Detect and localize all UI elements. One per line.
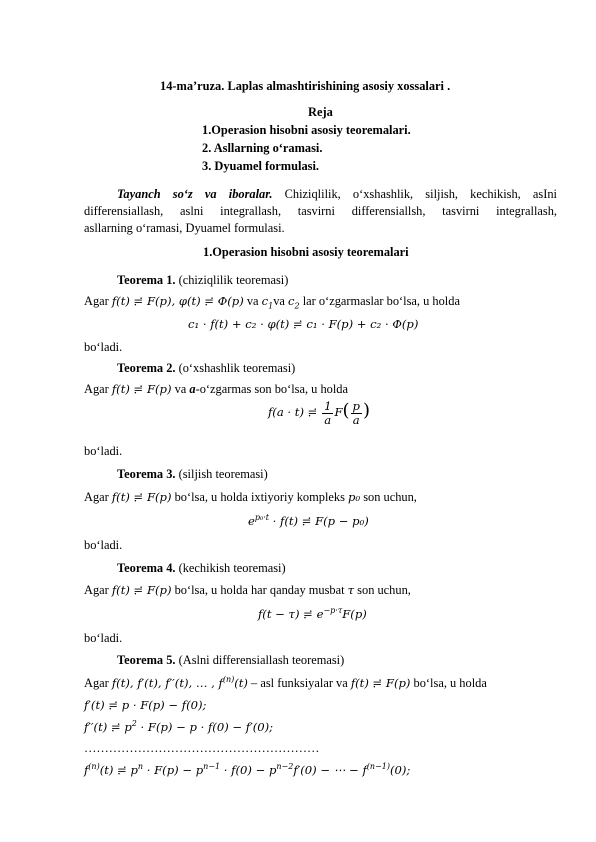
text: bo‘lsa, u holda — [410, 676, 487, 690]
text: -o‘zgarmas son bo‘lsa, u holda — [195, 382, 348, 396]
equation-line: f′(t) ≓ p · F(p) − f(0); — [84, 698, 207, 712]
formula: f(t) ≓ F(p) — [111, 490, 172, 504]
text: Agar — [84, 382, 112, 396]
theorem-desc: (siljish teoremasi) — [175, 467, 268, 481]
formula-mid: F — [334, 405, 343, 419]
ending-text: bo‘ladi. — [84, 340, 123, 354]
theorem-condition — [84, 293, 460, 309]
text: Agar — [84, 490, 112, 504]
constant: τ — [347, 583, 355, 597]
ending-text: bo‘ladi. — [84, 538, 123, 552]
theorem-condition — [84, 582, 411, 598]
text: son uchun, — [354, 583, 411, 597]
ellipsis-line: ………………………………………………… — [84, 741, 320, 755]
formula: f(t) ≓ F(p), φ(t) ≓ Φ(p) — [111, 294, 244, 308]
formula: f(t) ≓ F(p) — [350, 676, 411, 690]
text: bo‘lsa, u holda ixtiyoriy kompleks — [171, 490, 349, 504]
keywords-text: Chiziqlilik, o‘xshashlik, siljish, kechikish, asIni — [272, 187, 558, 201]
plan-item: 2. Asllarning o‘ramasi. — [202, 141, 323, 155]
theorem-condition — [84, 489, 417, 505]
constant: a — [189, 382, 196, 396]
theorem-desc: (chiziqlilik teoremasi) — [175, 273, 289, 287]
fraction: $\frac{1}{a}$ — [324, 398, 332, 427]
keywords-label: Tayanch so‘z va iboralar. — [117, 187, 273, 201]
text: va — [243, 294, 262, 308]
plan-item: 1.Operasion hisobni asosiy teoremalari. — [202, 123, 411, 137]
display-formula: f(t − τ) ≓ $e^{-p\cdot\tau}F(p)$ — [258, 606, 367, 621]
theorem-condition — [84, 675, 487, 691]
ending-text: bo‘ladi. — [84, 631, 123, 645]
text: Agar — [84, 676, 112, 690]
keywords-line: asllarning o‘ramasi, Dyuamel formulasi. — [84, 221, 285, 235]
equation-line: $f^{(n)}(t)$ ≓ $p^n \cdot F(p) - p^{n-1} \cdot f(0) - p^{n-2}f'(0)$ − ⋯ − $f^{(n-1)}(0)$; — [84, 762, 411, 777]
theorem-desc: (Aslni differensiallash teoremasi) — [175, 653, 345, 667]
section-title: 1.Operasion hisobni asosiy teoremalari — [203, 245, 409, 259]
text: va — [171, 382, 190, 396]
formula-lhs: f(a · t) ≓ — [268, 405, 322, 419]
formula: f(t), f′(t), f′′(t), … , $f^{(n)}(t)$ — [111, 675, 248, 690]
plan-item: 3. Dyuamel formulasi. — [202, 159, 320, 173]
fraction: $\frac{p}{a}$ — [352, 398, 360, 427]
display-formula: $e^{p_0\cdot t} \cdot f(t)$ ≓ F(p − p₀) — [248, 513, 369, 528]
text: va — [273, 294, 289, 308]
theorem-desc: (kechikish teoremasi) — [175, 561, 286, 575]
theorem-condition — [84, 381, 348, 397]
theorem-heading — [117, 272, 288, 288]
plan-heading: Reja — [308, 105, 333, 119]
theorem-name: Teorema 1. — [117, 273, 176, 287]
ending-text: bo‘ladi. — [84, 444, 123, 458]
lecture-title: 14-ma’ruza. Laplas almashtirishining asosiy xossalari . — [160, 79, 451, 93]
text: Agar — [84, 294, 112, 308]
theorem-desc: (o‘xshashlik teoremasi) — [175, 361, 296, 375]
text: bo‘lsa, u holda har qanday musbat — [171, 583, 348, 597]
formula: f(t) ≓ F(p) — [111, 583, 172, 597]
display-formula: f(a · t) ≓ $\frac{1}{a}$ F( $\frac{p}{a}$ ) — [268, 398, 370, 427]
keywords-line: differensiallash, aslni integrallash, tasvirni differensiallsh, tasvirni integrallash, — [84, 204, 557, 218]
constant: $c_2$ — [288, 294, 300, 311]
theorem-heading — [117, 652, 344, 668]
theorem-name: Teorema 3. — [117, 467, 176, 481]
theorem-name: Teorema 2. — [117, 361, 176, 375]
text: son uchun, — [360, 490, 417, 504]
theorem-heading — [117, 360, 295, 376]
theorem-heading — [117, 466, 268, 482]
text: Agar — [84, 583, 112, 597]
keywords-line — [117, 186, 557, 202]
theorem-heading — [117, 560, 286, 576]
theorem-name: Teorema 5. — [117, 653, 176, 667]
display-formula: c₁ · f(t) + c₂ · φ(t) ≓ c₁ · F(p) + c₂ · Φ(p) — [188, 317, 419, 331]
text: – asl funksiyalar va — [247, 676, 351, 690]
constant: p₀ — [348, 490, 361, 504]
text: lar o‘zgarmaslar bo‘lsa, u holda — [299, 294, 460, 308]
constant: $c_1$ — [261, 294, 274, 311]
equation-line: f′′(t) ≓ $p^2 \cdot F(p) - p \cdot f(0) - f'(0)$; — [84, 719, 274, 734]
formula: f(t) ≓ F(p) — [111, 382, 172, 396]
theorem-name: Teorema 4. — [117, 561, 176, 575]
